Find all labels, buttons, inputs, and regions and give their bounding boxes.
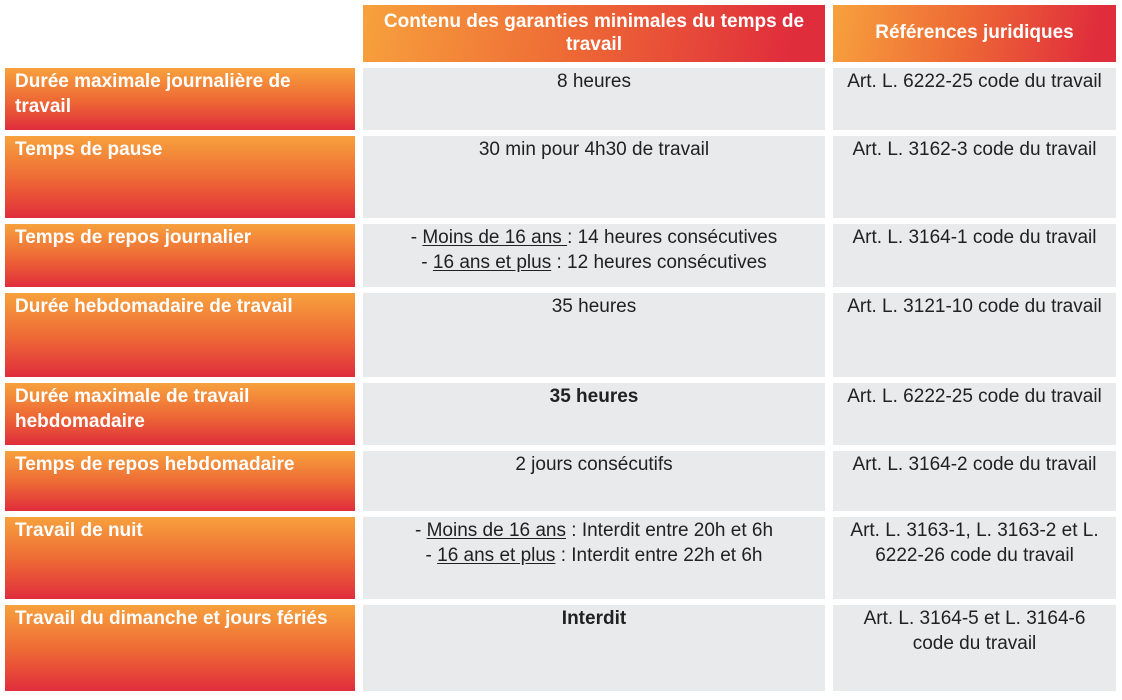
header-corner-cell (5, 5, 355, 62)
row-reference-text: Art. L. 6222-25 code du travail (847, 386, 1102, 407)
row-reference-text: Art. L. 3163-1, L. 3163-2 et L. 6222-26 code du travail (850, 520, 1099, 566)
row-label-cell (5, 517, 355, 599)
row-label-cell (5, 605, 355, 691)
table-row (5, 605, 1122, 691)
row-label-cell (5, 136, 355, 218)
row-content-cell (363, 517, 825, 599)
row-reference-cell (833, 605, 1116, 691)
row-reference-cell (833, 293, 1116, 377)
row-reference-cell (833, 136, 1116, 218)
table-row (5, 383, 1122, 445)
table-row (5, 68, 1122, 130)
header-content-cell (363, 5, 825, 62)
row-label-cell (5, 68, 355, 130)
row-content-cell (363, 383, 825, 445)
row-content-cell (363, 136, 825, 218)
row-reference-cell (833, 224, 1116, 287)
row-reference-text: Art. L. 3162-3 code du travail (852, 139, 1097, 160)
row-reference-text: Art. L. 3121-10 code du travail (847, 296, 1102, 317)
content-line: 8 heures (557, 71, 631, 92)
content-line: 35 heures (549, 386, 639, 407)
content-line: - Moins de 16 ans : 14 heures consécutives (410, 227, 778, 248)
row-label-cell (5, 293, 355, 377)
header-content-label: Contenu des garanties minimales du temps de travail (383, 10, 805, 55)
row-label-text: Travail de nuit (15, 520, 143, 541)
content-line: 30 min pour 4h30 de travail (478, 139, 710, 160)
row-label-cell (5, 224, 355, 287)
table-row (5, 517, 1122, 599)
row-label-cell (5, 451, 355, 511)
row-reference-text: Art. L. 3164-5 et L. 3164-6 code du travail (863, 608, 1086, 654)
row-reference-cell (833, 517, 1116, 599)
row-label-text: Durée maximale journalière de travail (15, 71, 291, 117)
row-reference-cell (833, 383, 1116, 445)
row-label-text: Temps de repos hebdomadaire (15, 454, 295, 475)
content-line: Interdit (561, 608, 627, 629)
row-content-cell (363, 293, 825, 377)
content-line: - Moins de 16 ans : Interdit entre 20h et 6h (414, 520, 774, 541)
row-label-cell (5, 383, 355, 445)
table-row (5, 451, 1122, 511)
row-label-text: Durée maximale de travail hebdomadaire (15, 386, 250, 432)
content-line: - 16 ans et plus : Interdit entre 22h et 6h (425, 544, 763, 566)
row-label-text: Durée hebdomadaire de travail (15, 296, 293, 317)
row-reference-text: Art. L. 6222-25 code du travail (847, 71, 1102, 92)
row-content-cell (363, 605, 825, 691)
row-content-cell (363, 451, 825, 511)
row-reference-text: Art. L. 3164-2 code du travail (852, 454, 1097, 475)
row-content-cell (363, 68, 825, 130)
header-references-cell (833, 5, 1116, 62)
header-references-label: Références juridiques (875, 22, 1074, 44)
row-reference-cell (833, 68, 1116, 130)
table-row (5, 293, 1122, 377)
content-line: - 16 ans et plus : 12 heures consécutives (421, 251, 767, 273)
table-header-row (5, 5, 1122, 62)
content-line: 35 heures (551, 296, 637, 317)
content-line: 2 jours consécutifs (515, 454, 673, 475)
row-label-text: Temps de pause (15, 139, 163, 160)
row-content-cell (363, 224, 825, 287)
row-label-text: Temps de repos journalier (15, 227, 252, 248)
row-label-text: Travail du dimanche et jours fériés (15, 608, 328, 629)
row-reference-cell (833, 451, 1116, 511)
row-reference-text: Art. L. 3164-1 code du travail (852, 227, 1097, 248)
table-row (5, 224, 1122, 287)
table-row (5, 136, 1122, 218)
